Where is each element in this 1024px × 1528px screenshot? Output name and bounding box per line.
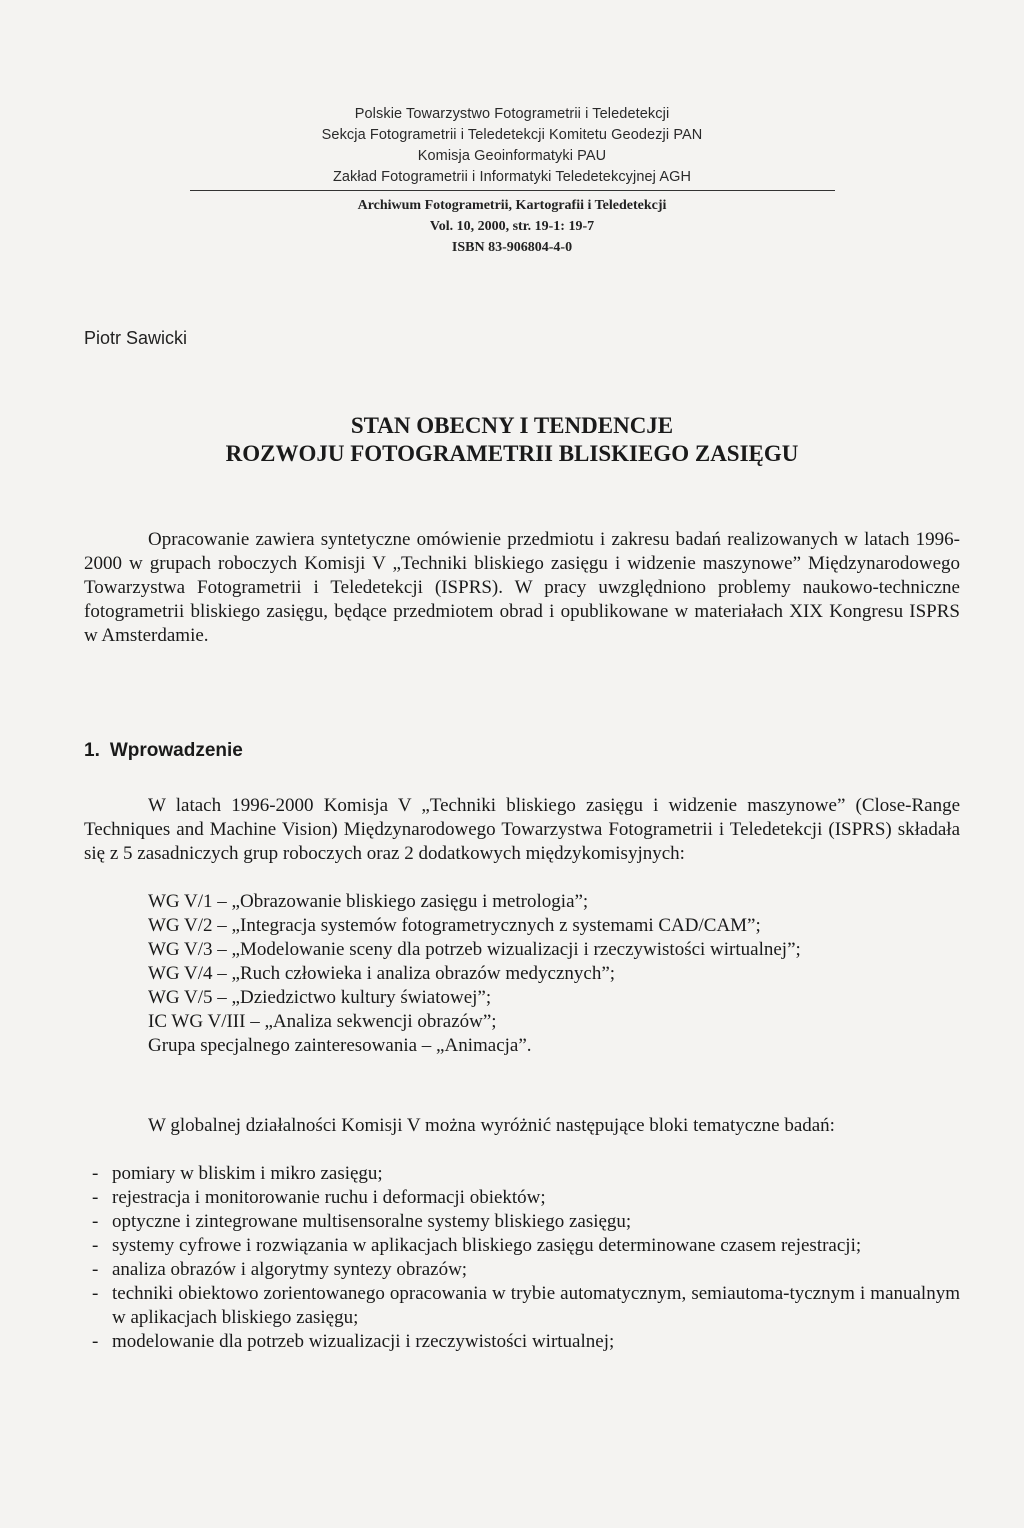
dash-bullet: - [92, 1187, 99, 1208]
header-line-section: Sekcja Fotogrametrii i Teledetekcji Komitetu Geodezji PAN [321, 127, 703, 143]
list-item: WG V/5 – „Dziedzictwo kultury światowej”; [148, 987, 492, 1008]
header-line-department: Zakład Fotogrametrii i Informatyki Teledetekcyjnej AGH [332, 169, 692, 185]
topics-list [92, 1162, 960, 1354]
header-divider [190, 190, 835, 191]
working-groups-list [148, 890, 968, 1058]
journal-volume: Vol. 10, 2000, str. 19-1: 19-7 [429, 219, 595, 234]
section-number: 1. [84, 740, 100, 761]
topic-text: analiza obrazów i algorytmy syntezy obrazów; [112, 1259, 468, 1280]
list-item [92, 1258, 960, 1282]
publication-header [0, 104, 1024, 258]
section-title: Wprowadzenie [109, 740, 243, 761]
author-name: Piotr Sawicki [84, 328, 188, 348]
section-heading [84, 740, 243, 762]
list-item: IC WG V/III – „Analiza sekwencji obrazów”; [148, 1011, 497, 1032]
list-item: WG V/4 – „Ruch człowieka i analiza obrazów medycznych”; [148, 963, 616, 984]
title-line-2: ROZWOJU FOTOGRAMETRII BLISKIEGO ZASIĘGU [225, 441, 799, 466]
list-item [92, 1210, 960, 1234]
list-item [92, 1234, 960, 1258]
dash-bullet: - [92, 1259, 99, 1280]
list-item [92, 1162, 960, 1186]
header-line-commission: Komisja Geoinformatyki PAU [417, 148, 607, 164]
list-item [92, 1282, 960, 1330]
dash-bullet: - [92, 1163, 99, 1184]
intro-paragraph: W latach 1996-2000 Komisja V „Techniki bliskiego zasięgu i widzenie maszynowe” (Close-Range Techniques and Machine Vision) Międzynarodowego Towarzystwa Fotogrametrii i Teledetekcji (ISPRS) składała się z 5 zasadniczych grup roboczych oraz 2 dodatkowych międzykomisyjnych: [84, 795, 960, 864]
list-item: WG V/1 – „Obrazowanie bliskiego zasięgu i metrologia”; [148, 891, 589, 912]
journal-isbn: ISBN 83-906804-4-0 [451, 240, 573, 255]
topic-text: optyczne i zintegrowane multisensoralne systemy bliskiego zasięgu; [112, 1211, 632, 1232]
topic-text: rejestracja i monitorowanie ruchu i deformacji obiektów; [112, 1187, 546, 1208]
list-item [92, 1330, 960, 1354]
journal-title: Archiwum Fotogrametrii, Kartografii i Teledetekcji [357, 198, 667, 213]
list-item [92, 1186, 960, 1210]
title-line-1: STAN OBECNY I TENDENCJE [350, 413, 674, 438]
list-item: Grupa specjalnego zainteresowania – „Animacja”. [148, 1035, 532, 1056]
topic-text: systemy cyfrowe i rozwiązania w aplikacjach bliskiego zasięgu determinowane czasem rejestracji; [112, 1235, 862, 1256]
topic-text: techniki obiektowo zorientowanego opracowania w trybie automatycznym, semiautoma-tycznym i manualnym w aplikacjach bliskiego zasięgu; [112, 1283, 960, 1328]
dash-bullet: - [92, 1331, 99, 1352]
dash-bullet: - [92, 1235, 99, 1256]
topics-intro-paragraph: W globalnej działalności Komisji V można wyróżnić następujące bloki tematyczne badań: [148, 1115, 835, 1136]
dash-bullet: - [92, 1211, 99, 1232]
abstract: Opracowanie zawiera syntetyczne omówienie przedmiotu i zakresu badań realizowanych w latach 1996-2000 w grupach roboczych Komisji V „Techniki bliskiego zasięgu i widzenie maszynowe” Międzynarodowego Towarzystwa Fotogrametrii i Teledetekcji (ISPRS). W pracy uwzględniono problemy naukowo-techniczne fotogrametrii bliskiego zasięgu, będące przedmiotem obrad i opublikowane w materiałach XIX Kongresu ISPRS w Amsterdamie. [84, 529, 960, 646]
topic-text: pomiary w bliskim i mikro zasięgu; [112, 1163, 383, 1184]
dash-bullet: - [92, 1283, 99, 1304]
topic-text: modelowanie dla potrzeb wizualizacji i rzeczywistości wirtualnej; [112, 1331, 615, 1352]
paper-title [0, 412, 1024, 468]
list-item: WG V/2 – „Integracja systemów fotogrametrycznych z systemami CAD/CAM”; [148, 915, 761, 936]
list-item: WG V/3 – „Modelowanie sceny dla potrzeb wizualizacji i rzeczywistości wirtualnej”; [148, 939, 801, 960]
header-line-society: Polskie Towarzystwo Fotogrametrii i Teledetekcji [354, 106, 670, 122]
